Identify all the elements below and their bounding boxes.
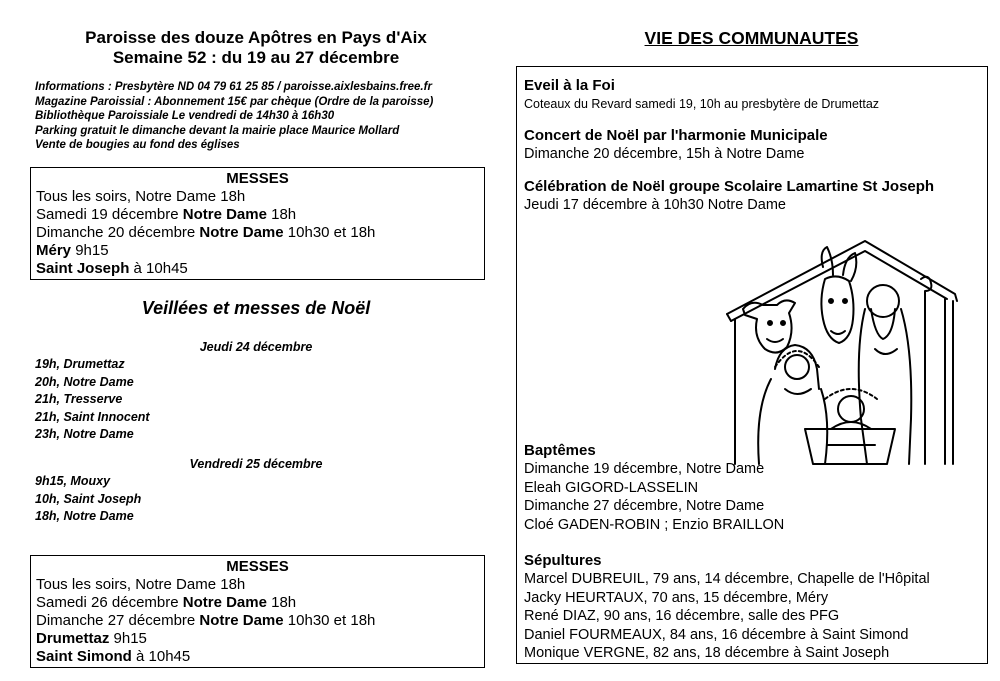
mass-line: Samedi 19 décembre Notre Dame 18h (36, 206, 297, 223)
list-item: Eleah GIGORD-LASSELIN (524, 479, 699, 496)
info-line: Bibliothèque Paroissiale Le vendredi de 14h30 à 16h30 (35, 110, 335, 122)
mass-line: Méry 9h15 (36, 242, 109, 259)
day2-list (35, 473, 335, 526)
mass-line: Saint Simond à 10h45 (36, 648, 191, 665)
list-item: 23h, Notre Dame (35, 427, 134, 441)
list-item: 9h15, Mouxy (35, 474, 111, 488)
list-item: 10h, Saint Joseph (35, 491, 142, 506)
communautes-box (516, 66, 988, 664)
eveil-text: Coteaux du Revard samedi 19, 10h au presbytère de Drumettaz (524, 97, 880, 111)
list-item: 18h, Notre Dame (35, 509, 134, 523)
mass-line: Samedi 26 décembre Notre Dame 18h (36, 594, 297, 611)
messes-title: MESSES (226, 170, 289, 187)
concert-title: Concert de Noël par l'harmonie Municipale (524, 127, 828, 144)
list-item: Jacky HEURTAUX, 70 ans, 15 décembre, Méry (524, 589, 829, 606)
list-item: Daniel FOURMEAUX, 84 ans, 16 décembre à Saint Simond (524, 626, 909, 643)
concert-text: Dimanche 20 décembre, 15h à Notre Dame (524, 146, 805, 162)
list-item: 20h, Notre Dame (35, 374, 134, 389)
day1-list (35, 356, 335, 444)
messes-title: MESSES (226, 558, 289, 575)
celebration-title: Célébration de Noël groupe Scolaire Lamartine St Joseph (524, 177, 935, 195)
sepultures-list (524, 570, 930, 663)
info-line: Informations : Presbytère ND 04 79 61 25 85 / paroisse.aixlesbains.free.fr (35, 81, 432, 93)
mass-line: Dimanche 20 décembre Notre Dame 10h30 et 18h (36, 224, 376, 241)
veillees-title: Veillées et messes de Noël (141, 298, 371, 318)
info-block (35, 80, 495, 153)
mass-line: Saint Joseph à 10h45 (36, 260, 188, 277)
celebration-text: Jeudi 17 décembre à 10h30 Notre Dame (524, 196, 786, 213)
mass-line: Drumettaz 9h15 (36, 630, 147, 647)
list-item: Dimanche 27 décembre, Notre Dame (524, 498, 765, 514)
day-heading: Jeudi 24 décembre (199, 340, 313, 354)
sepultures-title: Sépultures (524, 552, 602, 569)
week-subtitle: Semaine 52 : du 19 au 27 décembre (112, 48, 400, 67)
list-item: 21h, Saint Innocent (35, 409, 150, 424)
messes-box-next-week (30, 555, 485, 668)
list-item: Marcel DUBREUIL, 79 ans, 14 décembre, Chapelle de l'Hôpital (524, 571, 930, 587)
baptemes-title: Baptêmes (524, 442, 596, 459)
info-line: Magazine Paroissial : Abonnement 15€ par chèque (Ordre de la paroisse) (35, 95, 434, 108)
mass-line: Tous les soirs, Notre Dame 18h (36, 188, 246, 205)
list-item: 19h, Drumettaz (35, 357, 125, 371)
eveil-title: Eveil à la Foi (524, 77, 615, 94)
day-heading: Vendredi 25 décembre (189, 457, 323, 471)
vie-communautes-title: VIE DES COMMUNAUTES (644, 28, 859, 48)
list-item: 21h, Tresserve (35, 392, 123, 406)
messes-box-week (30, 167, 485, 280)
mass-line: Dimanche 27 décembre Notre Dame 10h30 et 18h (36, 612, 376, 629)
list-item: René DIAZ, 90 ans, 16 décembre, salle des PFG (524, 608, 840, 624)
parish-title: Paroisse des douze Apôtres en Pays d'Aix (85, 28, 427, 47)
nativity-illustration (715, 239, 961, 469)
baptemes-list (524, 460, 784, 534)
list-item: Monique VERGNE, 82 ans, 18 décembre à Saint Joseph (524, 645, 890, 661)
list-item: Dimanche 19 décembre, Notre Dame (524, 461, 765, 477)
info-line: Parking gratuit le dimanche devant la mairie place Maurice Mollard (35, 124, 400, 137)
mass-line: Tous les soirs, Notre Dame 18h (36, 576, 246, 593)
list-item: Cloé GADEN-ROBIN ; Enzio BRAILLON (524, 516, 785, 533)
info-line: Vente de bougies au fond des églises (35, 139, 240, 151)
